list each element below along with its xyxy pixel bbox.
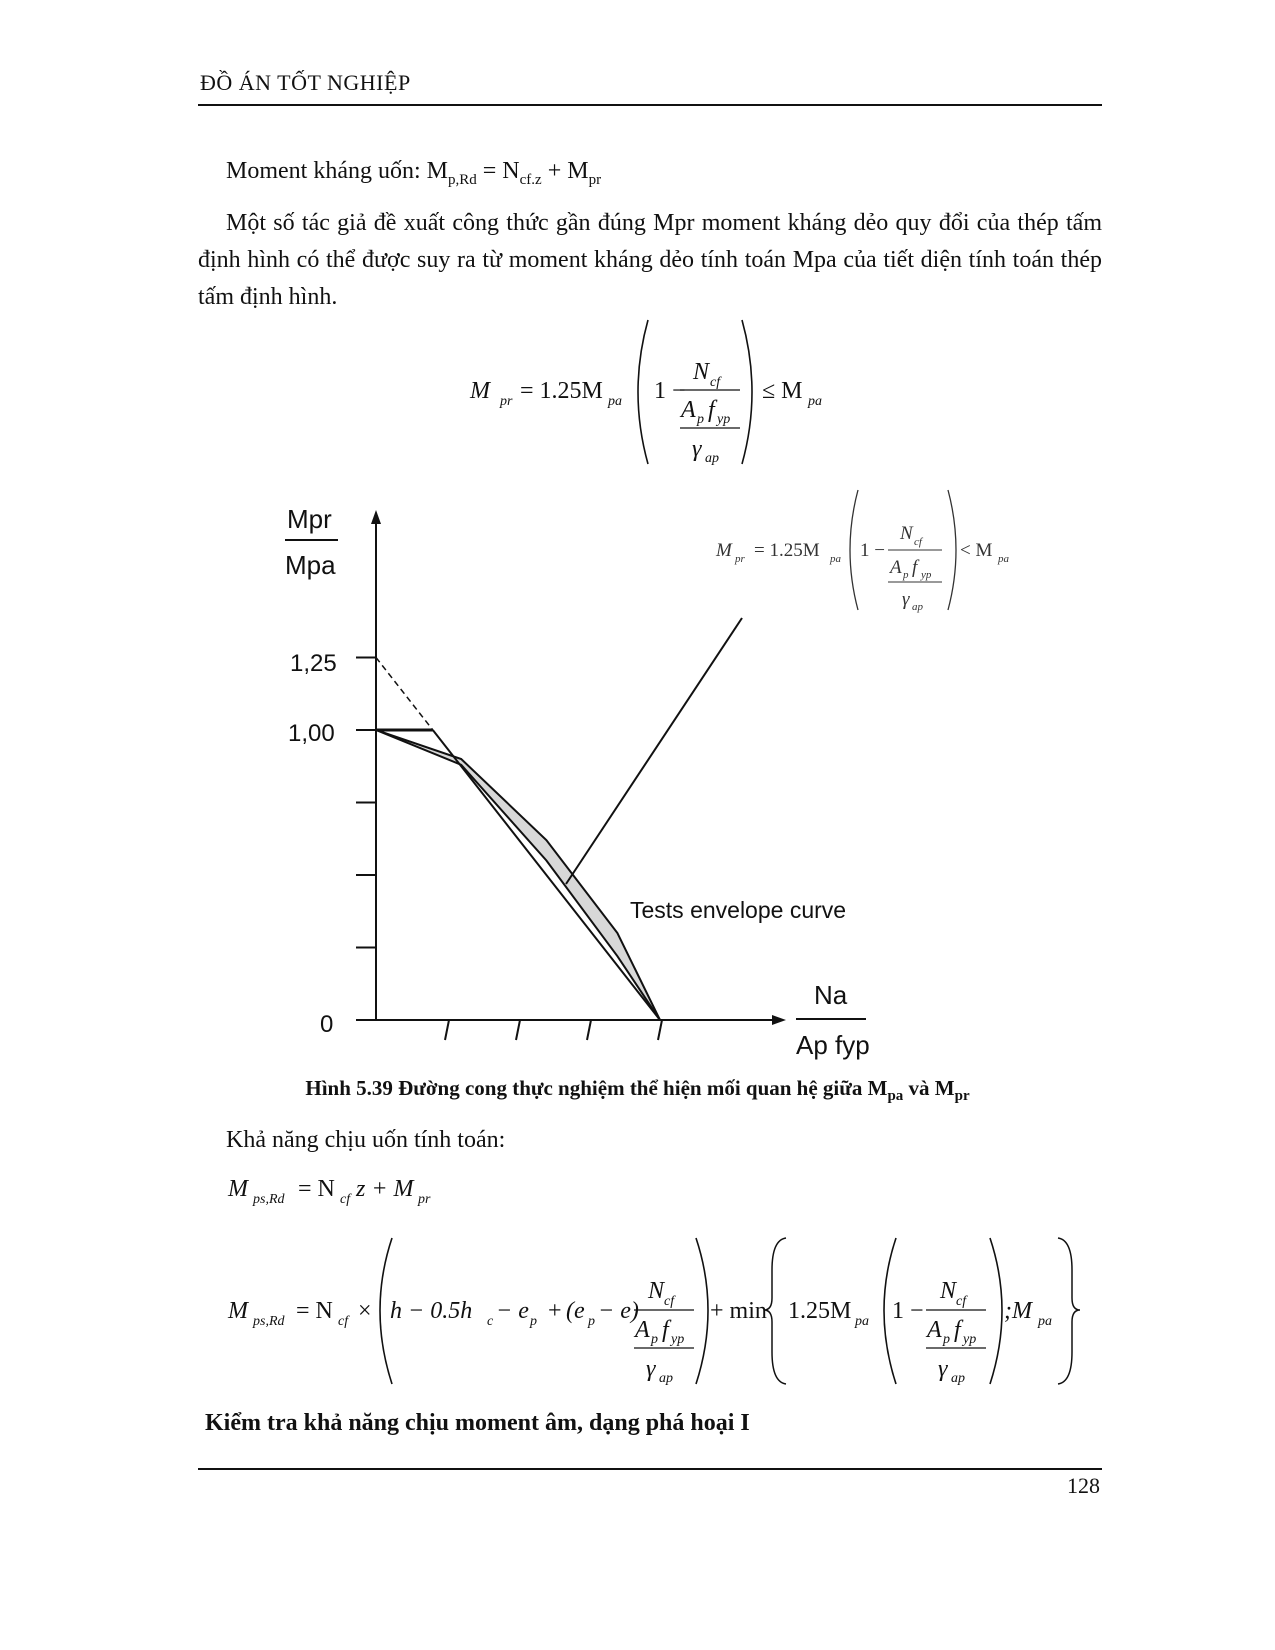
eq4-lhs: M [228, 1298, 248, 1324]
eq1-le: ≤ M [762, 378, 803, 404]
eq2-ap: A [890, 557, 902, 578]
caption-prefix: Hình 5.39 Đường cong thực nghiệm thể hiện mối quan hệ giữa M [305, 1076, 888, 1100]
eq1-paren-right [742, 320, 752, 464]
eq4-plus: + [548, 1298, 562, 1324]
eq2-ap-sub: p [903, 569, 909, 581]
bending-capacity-label: Khả năng chịu uốn tính toán: [226, 1127, 506, 1153]
eq4-gamma3: γ [938, 1356, 948, 1382]
eq1-ap-sub: p [697, 412, 704, 427]
eq4-gamma-sub: ap [659, 1371, 673, 1386]
eq4-brace-left [764, 1238, 786, 1384]
xlabel-bottom: Ap fyp [796, 1030, 870, 1060]
eq1-coef-sub: pa [608, 394, 622, 409]
annotation-pointer [566, 618, 742, 884]
eq1-coef: = 1.25M [520, 378, 603, 404]
eq4-ncf3-sub: cf [956, 1294, 967, 1309]
y-ticks [356, 658, 376, 1021]
series-line [433, 730, 660, 1020]
x-axis-arrow [772, 1015, 786, 1025]
ytick-label-100: 1,00 [288, 720, 335, 747]
figure-caption [0, 1076, 1275, 1105]
ytick-label-125: 1,25 [290, 650, 337, 677]
section-heading: Kiểm tra khả năng chịu moment âm, dạng phá hoại I [205, 1410, 750, 1436]
eq3-lhs-sub: ps,Rd [253, 1192, 285, 1207]
eq1-gamma: γ [692, 436, 702, 462]
eq2-coef-sub: pa [830, 553, 841, 565]
eq4-fyp: f [662, 1317, 669, 1343]
eq4-lhs-sub: ps,Rd [253, 1314, 285, 1329]
eq4-min: + min [710, 1298, 767, 1324]
eq2-lt-sub: pa [998, 553, 1009, 565]
eq1-one-minus: 1 − [654, 378, 686, 404]
moment-sub2: cf.z [519, 171, 542, 188]
eq2-fyp-sub: yp [921, 569, 932, 581]
x-tick [516, 1020, 520, 1040]
eq4-paren-right2 [990, 1238, 1002, 1384]
eq4-ncf-sub: cf [338, 1314, 349, 1329]
chart-series [376, 618, 742, 1020]
eq2-paren-left [850, 490, 858, 610]
equation-mps-full [227, 1238, 1080, 1386]
eq2-gamma: γ [902, 589, 910, 610]
eq4-ap3: A [927, 1317, 942, 1343]
eq4-fyp3: f [954, 1317, 961, 1343]
series-line [376, 730, 660, 1020]
eq4-ep-open: (e [566, 1298, 585, 1324]
eq4-ap3-sub: p [943, 1332, 950, 1347]
eq4-times: × [358, 1298, 372, 1324]
moment-symbol: M [426, 158, 448, 184]
eq1-ncf: N [693, 359, 710, 385]
eq1-ncf-sub: cf [710, 375, 721, 390]
eq4-hc-sub: c [487, 1314, 494, 1329]
eq1-lhs-sub: pr [500, 394, 513, 409]
eq3-tail: z + M [356, 1176, 414, 1202]
moment-sub3: pr [588, 171, 602, 188]
eq4-ep-close: − e) [598, 1298, 639, 1324]
eq4-ncf3: N [940, 1278, 957, 1304]
eq4-ep-sub: p [530, 1314, 537, 1329]
eq1-le-sub: pa [808, 394, 822, 409]
eq4-ep: − e [496, 1298, 529, 1324]
eq3-eq: = N [298, 1176, 335, 1202]
eq4-gamma3-sub: ap [951, 1371, 965, 1386]
eq4-semi-sub: pa [1038, 1314, 1052, 1329]
eq2-coef: = 1.25M [754, 540, 820, 561]
eq3-tail-sub: pr [418, 1192, 431, 1207]
moment-sub: p,Rd [448, 171, 477, 188]
x-ticks [445, 1020, 662, 1040]
chart-annotation: Tests envelope curve [630, 897, 847, 923]
eq2-lt: < M [960, 540, 993, 561]
eq1-lhs: M [470, 378, 490, 404]
footer-rule [198, 1468, 1102, 1470]
eq4-h: h − 0.5h [390, 1298, 473, 1324]
eq2-gamma-sub: ap [912, 601, 923, 613]
eq4-one-minus: 1 − [892, 1298, 924, 1324]
intro-paragraph: Một số tác giả đề xuất công thức gần đúng Mpr moment kháng dẻo quy đổi của thép tấm định hình có thể được suy ra từ moment kháng dẻo tính toán Mpa của tiết diện tính toán thép tấm định hình. [198, 210, 1102, 310]
eq4-ap-sub: p [651, 1332, 658, 1347]
eq2-lhs-sub: pr [735, 553, 745, 565]
eq4-coef: 1.25M [788, 1298, 852, 1324]
eq2-one-minus: 1 − [860, 540, 885, 561]
eq3-ncf-sub: cf [340, 1192, 351, 1207]
eq4-paren-right [696, 1238, 708, 1384]
envelope-band [376, 730, 660, 1020]
x-tick [445, 1020, 449, 1040]
eq1-fyp: f [708, 397, 715, 423]
eq2-ncf: N [900, 523, 913, 544]
moment-plus: + M [541, 158, 589, 184]
eq1-ap: A [681, 397, 696, 423]
caption-sub2: pr [954, 1088, 970, 1105]
eq4-gamma: γ [646, 1356, 656, 1382]
equation-mpr-main [469, 320, 822, 466]
eq1-fyp-sub: yp [717, 412, 731, 427]
equation-mps-short [227, 1176, 431, 1207]
eq4-brace-right [1058, 1238, 1080, 1384]
eq4-eq: = N [296, 1298, 333, 1324]
ylabel-top: Mpr [287, 504, 332, 534]
eq4-coef-sub: pa [855, 1314, 869, 1329]
eq2-paren-right [948, 490, 956, 610]
eq4-fyp3-sub: yp [963, 1332, 977, 1347]
series-line [376, 658, 433, 731]
eq4-fyp-sub: yp [671, 1332, 685, 1347]
caption-middle: và M [903, 1076, 955, 1100]
series-line [376, 730, 660, 1020]
eq4-ncf: N [648, 1278, 665, 1304]
y-axis-arrow [371, 510, 381, 524]
page-number: 128 [1067, 1473, 1100, 1498]
eq4-ep-sub2: p [588, 1314, 595, 1329]
eq2-lhs: M [716, 540, 732, 561]
document-header: ĐỒ ÁN TỐT NGHIỆP [200, 70, 411, 95]
eq2-ncf-sub: cf [914, 536, 922, 548]
chart [356, 510, 786, 1040]
xlabel-top: Na [814, 980, 848, 1010]
eq1-gamma-sub: ap [705, 451, 719, 466]
x-tick [587, 1020, 591, 1040]
equation-mpr-inset [715, 490, 1010, 613]
eq4-ap: A [635, 1317, 650, 1343]
eq2-fyp: f [912, 557, 918, 578]
caption-sub1: pa [887, 1088, 904, 1105]
eq3-lhs: M [228, 1176, 248, 1202]
x-tick [658, 1020, 662, 1040]
ytick-label-0: 0 [320, 1011, 334, 1038]
moment-label: Moment kháng uốn: [226, 158, 427, 184]
eq4-semi: ;M [1004, 1298, 1032, 1324]
eq1-paren-left [638, 320, 648, 464]
eq4-ncf-sub2: cf [664, 1294, 675, 1309]
ylabel-bottom: Mpa [285, 550, 336, 580]
moment-eq: = N [476, 158, 520, 184]
